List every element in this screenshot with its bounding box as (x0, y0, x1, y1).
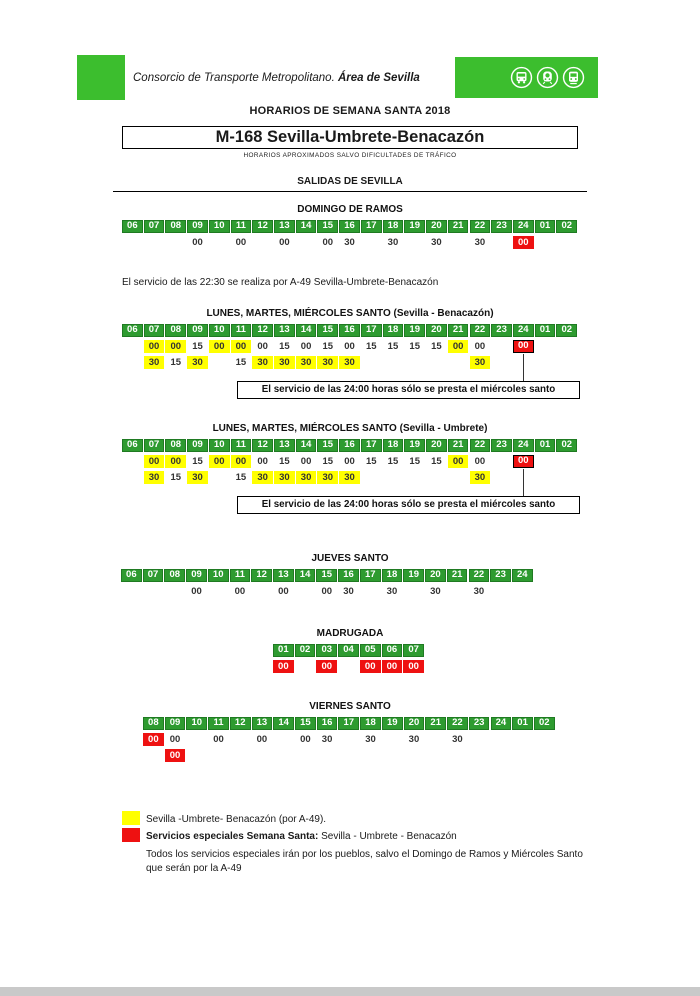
minute-cell-12-00: 00 (257, 456, 268, 467)
hour-cell-12: 12 (251, 569, 272, 582)
hour-cell-23: 23 (491, 324, 512, 337)
minute-cell-09-00: 00 (191, 586, 202, 597)
minute-cell-14-00: 00 (300, 341, 312, 352)
hour-cell-24: 24 (491, 717, 512, 730)
hour-cell-02: 02 (556, 324, 577, 337)
minute-cell-11-00: 00 (231, 455, 252, 468)
hour-cell-15: 15 (317, 324, 338, 337)
minute-cell-18-15: 15 (387, 341, 399, 352)
minute-cell-12-30: 30 (252, 356, 273, 369)
hour-cell-20: 20 (404, 717, 425, 730)
minute-cell-13-30: 30 (274, 356, 295, 369)
hour-cell-11: 11 (231, 220, 252, 233)
hour-cell-10: 10 (209, 324, 230, 337)
transport-icons-bar (455, 57, 598, 98)
schedule-title: MADRUGADA (316, 628, 384, 639)
disclaimer-text: HORARIOS APROXIMADOS SALVO DIFICULTADES DE TRÁFICO (243, 152, 457, 159)
hour-cell-05: 05 (360, 644, 381, 657)
hour-cell-14: 14 (296, 324, 317, 337)
minute-cell-18-30: 30 (387, 237, 399, 248)
legend-swatch (122, 811, 140, 825)
minute-cell-13-00: 00 (256, 734, 268, 745)
minute-cell-07-30: 30 (144, 356, 165, 369)
hour-cell-12: 12 (230, 717, 251, 730)
hour-cell-21: 21 (447, 569, 468, 582)
section-heading: SALIDAS DE SEVILLA (297, 176, 403, 187)
hour-cell-24: 24 (513, 220, 534, 233)
schedule-title: VIERNES SANTO (309, 701, 391, 712)
hour-cell-13: 13 (252, 717, 273, 730)
minute-cell-22-30: 30 (474, 237, 486, 248)
minute-cell-15-15: 15 (322, 341, 334, 352)
minute-cell-06-00: 00 (382, 660, 403, 673)
minute-cell-12-00: 00 (257, 341, 268, 352)
minute-cell-11-00: 00 (234, 586, 246, 597)
minute-cell-11-00: 00 (231, 340, 252, 353)
minute-cell-22-30: 30 (473, 586, 485, 597)
brand-title-regular: Consorcio de Transporte Metropolitano. (133, 71, 338, 84)
hour-cell-21: 21 (425, 717, 446, 730)
hour-cell-07: 07 (403, 644, 424, 657)
hour-cell-06: 06 (122, 324, 143, 337)
hour-cell-07: 07 (144, 324, 165, 337)
minute-cell-21-00: 00 (448, 340, 469, 353)
hour-cell-21: 21 (448, 324, 469, 337)
minute-cell-09-00: 00 (169, 734, 181, 745)
minute-cell-08-00: 00 (165, 340, 186, 353)
minute-cell-15-15: 15 (322, 456, 334, 467)
brand-title-bold: Área de Sevilla (337, 71, 420, 84)
minute-cell-22-30: 30 (470, 356, 491, 369)
hour-cell-22: 22 (447, 717, 468, 730)
legend-swatch (122, 828, 140, 842)
hour-cell-02: 02 (556, 220, 577, 233)
hour-cell-09: 09 (187, 220, 208, 233)
hour-cell-17: 17 (361, 220, 382, 233)
hour-cell-06: 06 (122, 220, 143, 233)
hour-cell-07: 07 (144, 439, 165, 452)
minute-cell-11-15: 15 (235, 357, 247, 368)
hour-cell-24: 24 (513, 324, 534, 337)
minute-cell-18-30: 30 (386, 586, 398, 597)
minute-cell-20-15: 15 (431, 341, 442, 352)
hour-cell-17: 17 (361, 439, 382, 452)
minute-cell-07-00: 00 (403, 660, 424, 673)
hour-cell-23: 23 (469, 717, 490, 730)
hour-cell-15: 15 (295, 717, 316, 730)
note-box: El servicio de las 24:00 horas sólo se presta el miércoles santo (237, 381, 580, 399)
schedule-title: DOMINGO DE RAMOS (297, 204, 403, 215)
hour-cell-22: 22 (469, 569, 490, 582)
minute-cell-20-15: 15 (431, 456, 442, 467)
hour-cell-16: 16 (339, 220, 360, 233)
hour-cell-24: 24 (513, 439, 534, 452)
route-title-box (122, 126, 578, 149)
hour-cell-01: 01 (535, 220, 556, 233)
hour-cell-06: 06 (382, 644, 403, 657)
hour-cell-21: 21 (448, 439, 469, 452)
schedule-title: JUEVES SANTO (311, 553, 389, 564)
legend-item-bold-text: Servicios especiales Semana Santa: (146, 831, 319, 842)
hour-cell-11: 11 (231, 439, 252, 452)
minute-cell-16-30: 30 (339, 471, 360, 484)
minute-cell-16-30: 30 (343, 586, 354, 597)
legend-rows (122, 811, 592, 845)
minute-cell-11-00: 00 (213, 734, 224, 745)
hour-cell-09: 09 (187, 324, 208, 337)
hour-cell-18: 18 (383, 324, 404, 337)
hour-cell-22: 22 (470, 220, 491, 233)
hour-cell-07: 07 (144, 220, 165, 233)
hour-cell-09: 09 (165, 717, 186, 730)
minute-cell-24-00: 00 (513, 340, 534, 353)
legend-item-text: Sevilla - Umbrete - Benacazón (318, 831, 457, 842)
minute-cell-13-15: 15 (279, 341, 290, 352)
hour-cell-19: 19 (404, 324, 425, 337)
minute-cell-09-30: 30 (187, 356, 208, 369)
hour-cell-20: 20 (426, 324, 447, 337)
minute-cell-15-30: 30 (317, 356, 338, 369)
minute-cell-11-00: 00 (235, 237, 247, 248)
minute-cell-17-15: 15 (365, 456, 377, 467)
minute-cell-19-15: 15 (409, 341, 420, 352)
hour-cell-13: 13 (274, 324, 295, 337)
minute-cell-21-00: 00 (448, 455, 469, 468)
hour-cell-13: 13 (274, 439, 295, 452)
minute-cell-14-30: 30 (296, 356, 317, 369)
hour-cell-12: 12 (252, 439, 273, 452)
minute-cell-24-00: 00 (513, 236, 534, 249)
hour-cell-09: 09 (187, 439, 208, 452)
minute-cell-24-00: 00 (513, 455, 534, 468)
hour-cell-15: 15 (317, 220, 338, 233)
bottom-scrollbar-track[interactable] (0, 987, 700, 996)
minute-cell-08-15: 15 (170, 357, 182, 368)
minute-cell-18-30: 30 (365, 734, 376, 745)
minute-cell-10-00: 00 (209, 340, 230, 353)
train-icon (536, 66, 559, 89)
minute-cell-15-00: 00 (321, 586, 333, 597)
minute-cell-05-00: 00 (360, 660, 381, 673)
hour-cell-18: 18 (383, 439, 404, 452)
minute-cell-09-15: 15 (192, 456, 203, 467)
hour-cell-21: 21 (448, 220, 469, 233)
bus-icon (510, 66, 533, 89)
hour-cell-15: 15 (316, 569, 337, 582)
hour-cell-12: 12 (252, 324, 273, 337)
legend-item-text: Sevilla -Umbrete- Benacazón (por A-49). (146, 814, 327, 825)
hour-cell-12: 12 (252, 220, 273, 233)
section-divider (113, 191, 587, 192)
minute-cell-14-30: 30 (296, 471, 317, 484)
hour-cell-20: 20 (426, 220, 447, 233)
minute-cell-16-30: 30 (339, 356, 360, 369)
minute-cell-20-30: 30 (430, 586, 441, 597)
minute-cell-13-00: 00 (279, 237, 290, 248)
hour-cell-18: 18 (382, 569, 403, 582)
hour-cell-16: 16 (338, 569, 359, 582)
minute-cell-14-00: 00 (300, 456, 312, 467)
minute-cell-12-30: 30 (252, 471, 273, 484)
hour-cell-14: 14 (273, 717, 294, 730)
hour-cell-11: 11 (208, 717, 229, 730)
minute-cell-09-30: 30 (187, 471, 208, 484)
schedule-section-viernes-santo (0, 701, 700, 801)
minute-cell-07-00: 00 (144, 455, 165, 468)
hour-cell-08: 08 (165, 324, 186, 337)
minute-cell-22-30: 30 (470, 471, 491, 484)
hour-cell-18: 18 (360, 717, 381, 730)
minute-cell-03-00: 00 (316, 660, 337, 673)
hour-cell-17: 17 (360, 569, 381, 582)
minute-cell-15-00: 00 (300, 734, 311, 745)
hour-cell-23: 23 (491, 439, 512, 452)
hour-cell-22: 22 (470, 439, 491, 452)
hour-cell-23: 23 (490, 569, 511, 582)
minute-cell-19-15: 15 (409, 456, 420, 467)
minute-cell-10-00: 00 (209, 455, 230, 468)
hour-cell-11: 11 (230, 569, 251, 582)
hour-cell-01: 01 (535, 324, 556, 337)
hour-cell-14: 14 (296, 220, 317, 233)
minute-cell-07-30: 30 (144, 471, 165, 484)
minute-cell-13-15: 15 (279, 456, 290, 467)
minute-cell-16-30: 30 (321, 734, 333, 745)
minute-cell-08-15: 15 (170, 472, 182, 483)
legend-item-0 (122, 811, 592, 828)
minute-cell-22-00: 00 (474, 341, 486, 352)
hour-cell-15: 15 (317, 439, 338, 452)
minute-cell-22-30: 30 (452, 734, 463, 745)
schedule-section-lunes-martes-miercoles-umbrete (0, 423, 700, 523)
hour-cell-02: 02 (556, 439, 577, 452)
hour-cell-14: 14 (296, 439, 317, 452)
minute-cell-20-30: 30 (431, 237, 442, 248)
hour-cell-20: 20 (426, 439, 447, 452)
minute-cell-20-30: 30 (408, 734, 420, 745)
minute-cell-07-00: 00 (144, 340, 165, 353)
hour-cell-20: 20 (425, 569, 446, 582)
minute-cell-15-00: 00 (322, 237, 334, 248)
minute-cell-08-00: 00 (143, 733, 164, 746)
hour-cell-18: 18 (383, 220, 404, 233)
hour-cell-08: 08 (164, 569, 185, 582)
hour-cell-01: 01 (535, 439, 556, 452)
hour-cell-02: 02 (534, 717, 555, 730)
minute-cell-16-00: 00 (344, 341, 355, 352)
hour-cell-08: 08 (165, 220, 186, 233)
route-title: M-168 Sevilla-Umbrete-Benacazón (215, 128, 485, 146)
hour-cell-08: 08 (143, 717, 164, 730)
hour-cell-22: 22 (470, 324, 491, 337)
minute-cell-09-00: 00 (192, 237, 203, 248)
hour-cell-19: 19 (382, 717, 403, 730)
hour-cell-11: 11 (231, 324, 252, 337)
minute-cell-16-00: 00 (344, 456, 355, 467)
minute-cell-15-30: 30 (317, 471, 338, 484)
brand-title (133, 55, 420, 100)
minute-cell-11-15: 15 (235, 472, 247, 483)
hour-cell-17: 17 (361, 324, 382, 337)
hour-cell-03: 03 (316, 644, 337, 657)
hour-cell-07: 07 (143, 569, 164, 582)
minute-cell-13-30: 30 (274, 471, 295, 484)
hour-cell-23: 23 (491, 220, 512, 233)
hour-cell-14: 14 (295, 569, 316, 582)
minute-cell-01-00: 00 (273, 660, 294, 673)
schedule-section-lunes-martes-miercoles-benacazon (0, 308, 700, 408)
hour-cell-02: 02 (295, 644, 316, 657)
hour-cell-16: 16 (317, 717, 338, 730)
note-connector-line (523, 469, 524, 496)
hour-cell-16: 16 (339, 324, 360, 337)
hour-cell-10: 10 (186, 717, 207, 730)
hour-cell-10: 10 (209, 439, 230, 452)
minute-cell-09-00: 00 (165, 749, 186, 762)
hour-cell-10: 10 (209, 220, 230, 233)
note-connector-line (523, 354, 524, 381)
consorcio-logo (77, 55, 125, 100)
hour-cell-04: 04 (338, 644, 359, 657)
hour-cell-06: 06 (121, 569, 142, 582)
hour-cell-19: 19 (403, 569, 424, 582)
hour-cell-17: 17 (338, 717, 359, 730)
minute-cell-09-15: 15 (192, 341, 203, 352)
legend-item-1 (122, 828, 592, 845)
hour-cell-06: 06 (122, 439, 143, 452)
schedule-section-domingo-de-ramos (0, 204, 700, 304)
minute-cell-16-30: 30 (344, 237, 355, 248)
metro-icon (562, 66, 585, 89)
schedule-title: LUNES, MARTES, MIÉRCOLES SANTO (Sevilla - Benacazón) (206, 308, 494, 319)
hour-cell-19: 19 (404, 220, 425, 233)
minute-cell-13-00: 00 (278, 586, 289, 597)
hour-cell-01: 01 (512, 717, 533, 730)
hour-cell-08: 08 (165, 439, 186, 452)
service-note-2230: El servicio de las 22:30 se realiza por A-49 Sevilla-Umbrete-Benacazón (122, 277, 439, 288)
schedule-title: LUNES, MARTES, MIÉRCOLES SANTO (Sevilla - Umbrete) (212, 423, 488, 434)
minute-cell-22-00: 00 (474, 456, 486, 467)
hour-cell-01: 01 (273, 644, 294, 657)
legend (122, 811, 592, 875)
hour-cell-09: 09 (186, 569, 207, 582)
legend-footnote: Todos los servicios especiales irán por los pueblos, salvo el Domingo de Ramos y Miércoles Santo que serán por la A-49 (146, 849, 583, 874)
minute-cell-17-15: 15 (365, 341, 377, 352)
hour-cell-13: 13 (274, 220, 295, 233)
hour-cell-10: 10 (208, 569, 229, 582)
hour-cell-13: 13 (273, 569, 294, 582)
minute-cell-08-00: 00 (165, 455, 186, 468)
hour-cell-19: 19 (404, 439, 425, 452)
minute-cell-18-15: 15 (387, 456, 399, 467)
hour-cell-16: 16 (339, 439, 360, 452)
page-heading: HORARIOS DE SEMANA SANTA 2018 (249, 105, 451, 117)
hour-cell-24: 24 (512, 569, 533, 582)
note-box: El servicio de las 24:00 horas sólo se presta el miércoles santo (237, 496, 580, 514)
